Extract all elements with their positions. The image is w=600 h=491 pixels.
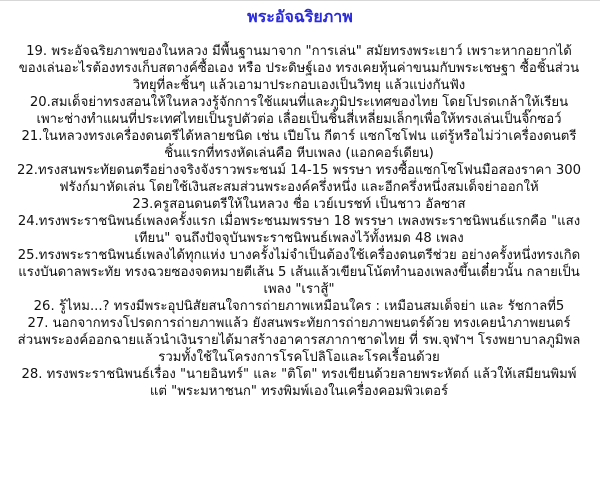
fact-item-20: 20.สมเด็จย่าทรงสอนให้ในหลวงรู้จักการใช้แผนที่และภูมิประเทศของไทย โดยโปรดเกล้าให้เรียนเพาะช่างทำแผนที่ประเทศไทยเป็นรูปตัวต่อ เลื่อยเป็นชิ้นสี่เหลี่ยมเล็กๆเพื่อให้ทรงเล่นเป็นจิ๊กซอว์ (29, 95, 569, 127)
fact-item-19: 19. พระอัจฉริยภาพของในหลวง มีพื้นฐานมาจาก "การเล่น" สมัยทรงพระเยาว์ เพราะหากอยากได้ของเล่นอะไรต้องทรงเก็บสตางค์ซื้อเอง หรือ ประดิษฐ์เอง ทรงเคยหุ้นค่าขนมกับพระเชษฐา ซื้อชิ้นส่วนวิทยุที่ละชิ้นๆ แล้วเอามาประกอบเองเป็นวิทยุ แล้วแบ่งกันฟัง (18, 44, 580, 93)
page-title: พระอัจฉริยภาพ (247, 7, 353, 26)
fact-item-27: 27. นอกจากทรงโปรดการถ่ายภาพแล้ว ยังสนพระทัยการถ่ายภาพยนตร์ด้วย ทรงเคยนำภาพยนตร์ส่วนพระองค์ออกฉายแล้วนำเงินรายได้มาสร้างอาคารสภากาชาดไทย ที่ รพ.จุฬาฯ โรงพยาบาลภูมิพล รวมทั้งใช้ในโครงการโรคโปลิโอและโรคเรื้อนด้วย (17, 316, 581, 365)
fact-item-28: 28. ทรงพระราชนิพนธ์เรื่อง "นายอินทร์" และ "ติโต" ทรงเขียนด้วยลายพระหัตถ์ แล้วให้เสมียนพิมพ์ แต่ "พระมหาชนก" ทรงพิมพ์เองในเครื่องคอมพิวเตอร์ (21, 367, 577, 399)
fact-item-26: 26. รู้ไหม...? ทรงมีพระอุปนิสัยสนใจการถ่ายภาพเหมือนใคร : เหมือนสมเด็จย่า และ รัชกาลที่5 (33, 299, 565, 314)
facts-list (16, 43, 582, 400)
fact-item-25: 25.ทรงพระราชนิพนธ์เพลงได้ทุกแห่ง บางครั้งไม่จำเป็นต้องใช้เครื่องดนตรีช่วย อย่างครั้งหนึ่งทรงเกิดแรงบันดาลพระทัย ทรงฉวยซองจดหมายตีเส้น 5 เส้นแล้วเขียนโน้ตทำนองเพลงขึ้นเดี๋ยวนั้น กลายเป็นเพลง "เราสู้" (17, 248, 581, 297)
fact-item-21: 21.ในหลวงทรงเครื่องดนตรีได้หลายชนิด เช่น เปียโน กีตาร์ แซกโซโฟน แต่รู้หรือไม่ว่าเครื่องดนตรีชิ้นแรกที่ทรงหัดเล่นคือ หีบเพลง (แอกคอร์เดียน) (21, 129, 577, 161)
fact-item-23: 23.ครูสอนดนตรีให้ในหลวง ชื่อ เวย์เบรชท์ เป็นชาว อัลซาส (132, 197, 466, 212)
fact-item-22: 22.ทรงสนพระทัยดนตรีอย่างจริงจังราวพระชนม์ 14-15 พรรษา ทรงซื้อแซกโซโฟนมือสองราคา 300 ฟรังก์มาหัดเล่น โดยใช้เงินสะสมส่วนพระองค์ครึ่งหนึ่ง และอีกครึ่งหนึ่งสมเด็จย่าออกให้ (16, 163, 582, 195)
fact-item-24: 24.ทรงพระราชนิพนธ์เพลงครั้งแรก เมื่อพระชนมพรรษา 18 พรรษา เพลงพระราชนิพนธ์แรกคือ "แสงเทียน" จนถึงปัจจุบันพระราชนิพนธ์เพลงไว้ทั้งหมด 48 เพลง (17, 214, 581, 246)
